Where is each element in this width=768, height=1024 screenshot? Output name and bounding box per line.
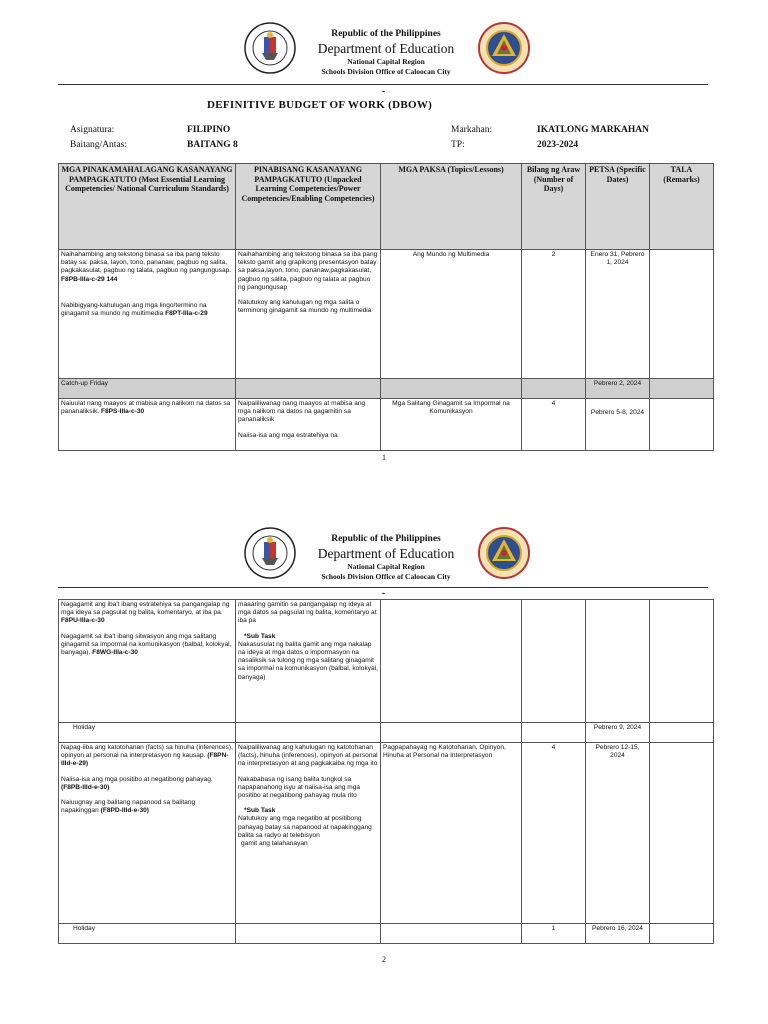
grade-label: Baitang/Antas: [70, 140, 127, 150]
region-label: National Capital Region [347, 57, 425, 66]
quarter-value: IKATLONG MARKAHAN [537, 125, 649, 135]
header-dash: - [382, 86, 385, 96]
table-row [59, 250, 714, 379]
division-label: Schools Division Office of Caloocan City [321, 572, 451, 581]
unpacked-text: Naipaliliwanag nang maayos at mabisa ang mga nalikom na datos na gagamitin sa pananaliksik [238, 400, 366, 424]
catch-up-label: Catch-up Friday [59, 379, 236, 399]
topic-cell: Ang Mundo ng Multimedia [381, 250, 522, 379]
header-divider [58, 84, 708, 85]
document-title: DEFINITIVE BUDGET OF WORK (DBOW) [207, 99, 433, 111]
date-cell: Pebrero 9, 2024 [586, 723, 650, 743]
unpacked-cell [236, 250, 381, 379]
topic-cell: Pagpapahayag ng Katotohanan, Opinyon, Hinuha at Personal na Interpretasyon [381, 743, 522, 924]
division-label: Schools Division Office of Caloocan City [321, 67, 451, 76]
deped-seal-icon [244, 527, 296, 579]
department-label: Department of Education [317, 41, 455, 56]
subject-value: FILIPINO [187, 125, 231, 135]
page-2 [0, 497, 768, 1024]
melc-text: Napag-iiba ang katotohanan (facts) sa hinuha (inferences), opinyon at personal na interpretasyon ng kausap. [61, 744, 233, 760]
melc-code: F8PT-IIIa-c-29 [165, 310, 208, 318]
remarks-cell [650, 250, 714, 379]
melc-cell [59, 600, 236, 723]
topic-cell: Mga Salitang Ginagamit sa Impormal na Komunikasyon [381, 399, 522, 451]
melc-code: (F8PD-IIId-e-30) [100, 807, 149, 815]
sdo-caloocan-seal-icon [478, 527, 530, 579]
unpacked-text: Nakababasa ng isang balita tungkol sa napapanahong isyu at naiisa-isa ang mga positibo at negatibong pahayag mula rito [238, 775, 361, 800]
unpacked-text: Naipaliliwanag ang kahulugan ng katotohanan (facts), hinuha (inferences), opinyon at personal na interpretasyon at ang pagkakaiba ng mga ito [238, 744, 378, 768]
melc-code: (F8PN-IIId-e-29) [61, 752, 229, 768]
holiday-label: Holiday [59, 723, 236, 743]
melc-code: (F8PB-IIId-e-30) [61, 783, 110, 791]
grade-value: BAITANG 8 [187, 140, 238, 150]
table-row [59, 379, 714, 399]
table-row [59, 924, 714, 944]
days-cell: 2 [522, 250, 586, 379]
department-label: Department of Education [317, 546, 455, 561]
date-cell: Pebrero 16, 2024 [586, 924, 650, 944]
unpacked-text: Natutukoy ang mga negatibo at positibong pahayag batay sa napanood at napakinggang balita sa radyo at telebisyon [238, 815, 372, 839]
melc-code: F8PS-IIIa-c-30 [100, 408, 145, 416]
unpacked-cell [236, 600, 381, 723]
letterhead [0, 18, 768, 84]
unpacked-cell [236, 399, 381, 451]
melc-text: Naiuulat nang maayos at mabisa ang nalikom na datos sa pananaliksik. [61, 400, 231, 416]
days-cell: 4 [522, 399, 586, 451]
table-header-row [59, 164, 714, 250]
school-year-value: 2023-2024 [537, 140, 579, 150]
melc-cell [59, 399, 236, 451]
unpacked-text: Naiisa-isa ang mga estratehiya na [238, 431, 338, 439]
table-row [59, 399, 714, 451]
subtask-label: *Sub Task [244, 632, 276, 640]
col-header-topics: MGA PAKSA (Topics/Lessons) [381, 164, 522, 250]
letterhead [0, 523, 768, 589]
melc-text: Naiuugnay ang balitang napanood sa balitang napakinggan [61, 799, 196, 815]
date-cell: Pebrero 5-8, 2024 [586, 399, 650, 451]
unpacked-text: Nakasusulat ng balita gamit ang mga nakalap na ideya at mga datos o impormasyon na nasaliksik sa tulong ng mga salitang ginagamit sa impormal na komunikasyon (balbal, kolokyal, banyaga) [238, 640, 378, 681]
col-header-melc: MGA PINAKAMAHALAGANG KASANAYANG PAMPAGKATUTO (Most Essential Learning Competencies/ National Curriculum Standards) [59, 164, 236, 250]
subject-label: Asignatura: [70, 125, 115, 135]
republic-label: Republic of the Philippines [331, 534, 441, 544]
date-cell: Pebrero 12-15, 2024 [586, 743, 650, 924]
melc-code: F8PU-IIIa-c-30 [61, 617, 105, 625]
quarter-label: Markahan: [451, 125, 493, 135]
col-header-unpacked: PINABISANG KASANAYANG PAMPAGKATUTO (Unpacked Learning Competencies/Power Competencies/Enabling Competencies) [236, 164, 381, 250]
republic-label: Republic of the Philippines [331, 29, 441, 39]
budget-table-page-1 [58, 163, 714, 451]
melc-text: Naiisa-isa ang mga positibo at negatibong pahayag. [61, 775, 213, 783]
sdo-caloocan-seal-icon [478, 22, 530, 74]
days-cell: 4 [522, 743, 586, 924]
melc-cell [59, 743, 236, 924]
header-dash: - [382, 588, 385, 598]
school-year-label: TP: [451, 140, 465, 150]
unpacked-text: maaaring gamitin sa pangangalap ng ideya at mga datos sa pagsulat ng balita, komentaryo at iba pa [238, 601, 377, 625]
melc-code: F8PB-IIIa-c-29 144 [61, 275, 118, 283]
page-number: 2 [382, 955, 386, 964]
holiday-label: Holiday [59, 924, 236, 944]
table-row [59, 600, 714, 723]
date-cell: Enero 31, Pebrero 1, 2024 [586, 250, 650, 379]
date-cell: Pebrero 2, 2024 [586, 379, 650, 399]
region-label: National Capital Region [347, 562, 425, 571]
melc-text: Nagagamit sa iba't ibang sitwasyon ang mga salitang ginagamit sa impormal na komunikasyon (balbal, kolokyal, banyaga). [61, 632, 232, 657]
melc-text: Nagagamit ang iba't ibang estratehiya sa pangangalap ng mga ideya sa pagsulat ng balita, komentaryo, at iba pa. [61, 601, 230, 617]
unpacked-cell [236, 743, 381, 924]
melc-code: F8WG-IIIa-c-30 [92, 649, 138, 657]
melc-text: Nabibigyang-kahulugan ang mga lingo/termino na ginagamit sa mundo ng multimedia [61, 301, 207, 318]
melc-text: Naihahambing ang tekstong binasa sa iba pang teksto batay sa: paksa, layon, tono, pananaw, pagbuo ng salita, pagkakasulat, pagbuo ng talata, pagbuo ng pangungusap. [61, 251, 232, 275]
page-1 [0, 0, 768, 470]
col-header-date: PETSA (Specific Dates) [586, 164, 650, 250]
col-header-days: Bilang ng Araw (Number of Days) [522, 164, 586, 250]
deped-seal-icon [244, 22, 296, 74]
budget-table-page-2 [58, 599, 714, 944]
unpacked-text: Naihahambing ang tekstong binasa sa iba pang teksto gamit ang grapikong presentasyon batay sa paksa,layon, tono, pananaw,pagkakasulat, pagbuo ng salita, pagbuo ng talata at pagbuo ng pangungusap [238, 251, 378, 291]
subtask-label: *Sub Task [244, 807, 276, 815]
melc-cell [59, 250, 236, 379]
table-row [59, 743, 714, 924]
unpacked-text: Natutukoy ang kahulugan ng mga salita o terminong ginagamit sa mundo ng multimedia [238, 299, 372, 315]
page-number: 1 [382, 453, 386, 462]
unpacked-text: gamit ang talahanayan [241, 840, 308, 848]
table-row [59, 723, 714, 743]
days-cell: 1 [522, 924, 586, 944]
col-header-remarks: TALA (Remarks) [650, 164, 714, 250]
